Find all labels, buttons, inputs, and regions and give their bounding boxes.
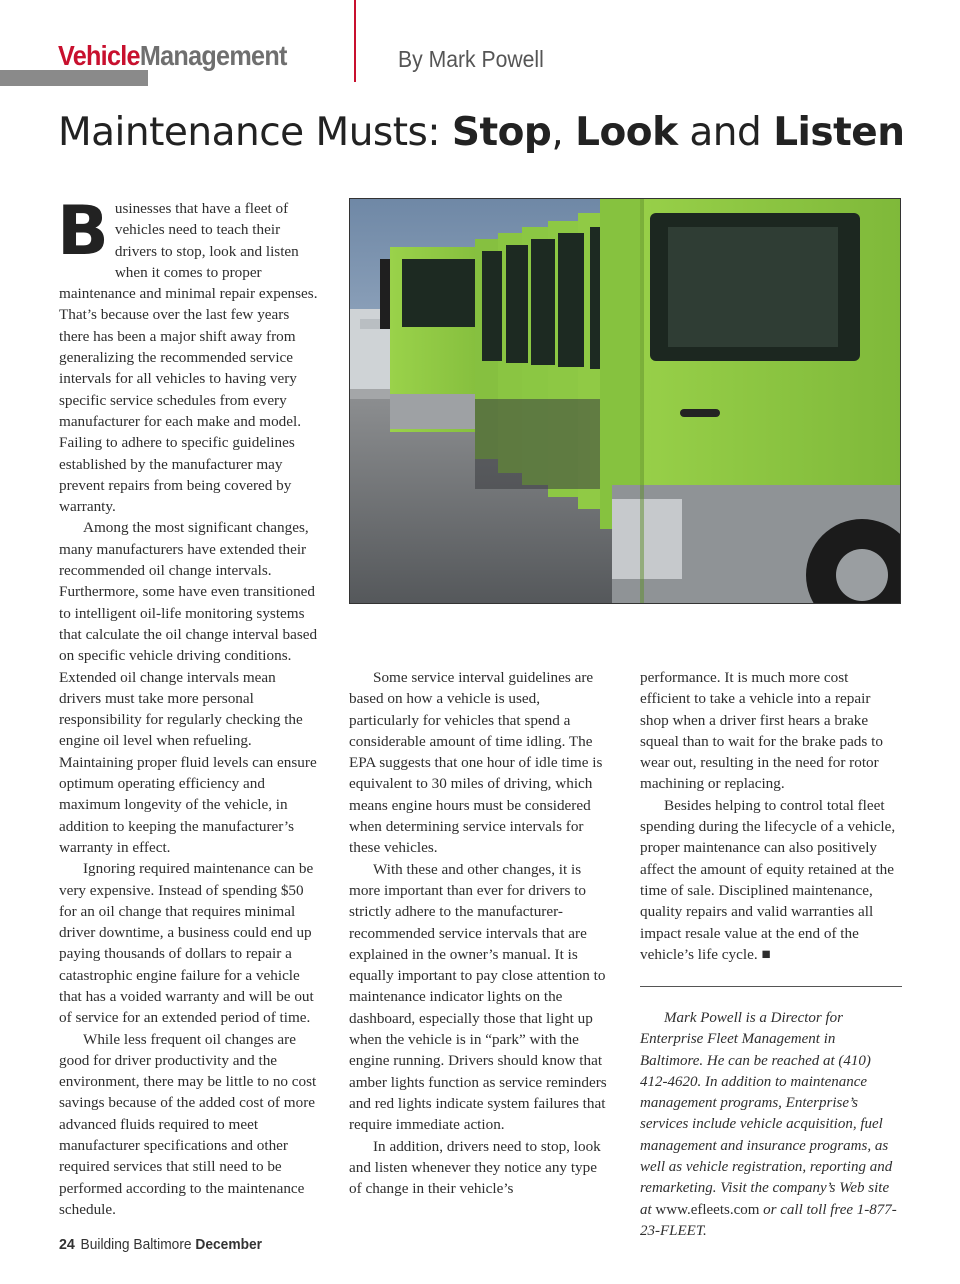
page-footer [59,1236,262,1253]
title-stop: Stop [451,110,552,155]
issue-month: December [195,1237,263,1253]
paragraph: Besides helping to control total fleet spending during the lifecycle of a vehicle, proper maintenance can also positively affect the amount of equity retained at the time of sale. Disciplined maintenance, quality repairs and valid warranties all impact resale value at the end of the vehicle’s life cycle. ■ [640,796,896,963]
title-listen: Listen [773,110,905,155]
paragraph: With these and other changes, it is more important than ever for drivers to strictly adhere to the manufacturer-recommended service intervals that are explained in the owner’s manual. It is equally important to pay close attention to maintenance indicator lights on the dashboard, especially those that light up when the vehicle is in “park” with the engine running. Drivers should know that amber lights function as service reminders and red lights indicate system failures that require immediate action. [349,860,607,1134]
title-part1: Maintenance Musts: [58,110,452,155]
article-column-2 [349,667,611,1199]
truck-fleet-photo [349,198,901,604]
paragraph: Some service interval guidelines are based on how a vehicle is used, particularly for vehicles that spend a considerable amount of time idling. The EPA suggests that one hour of idle time is equivalent to 30 miles of driving, which means engine hours must be considered when determining service intervals for these vehicles. [349,669,603,857]
bio-divider [640,986,902,987]
paragraph: In addition, drivers need to stop, look and listen whenever they notice any type of change in their vehicle’s [349,1137,601,1198]
drop-cap: B [57,192,109,271]
title-and: and [677,110,774,155]
title-look: Look [575,110,678,155]
paragraph: usinesses that have a fleet of vehicles need to teach their drivers to stop, look and listen when it comes to proper maintenance and minimal repair expenses. That’s because over the last few years there has been a major shift away from generalizing the recommended service intervals for all vehicles to having very specific service schedules from every manufacturer for each make and model. Failing to adhere to specific guidelines established by the manufacturer may prevent repairs from being covered by warranty. [59,200,318,516]
paragraph: While less frequent oil changes are good for driver productivity and the environment, there may be little to no cost savings because of the added cost of more advanced fluids required to meet manufacturer specifications and other required services that still need to be performed according to the maintenance schedule. [59,1030,317,1218]
publication-name: Building Baltimore [80,1237,192,1253]
page-number: 24 [59,1236,75,1253]
bio-url: www.efleets.com [655,1201,760,1218]
article-column-1 [57,192,321,1220]
section-label [58,40,287,72]
byline: By Mark Powell [398,46,544,72]
section-label-red: Vehicle [58,40,140,71]
paragraph: Ignoring required maintenance can be very expensive. Instead of spending $50 for an oil change that requires minimal driver downtime, a business could end up paying thousands of dollars to repair a catastrophic engine failure for a vehicle that has a voided warranty and will be out of service for an extended period of time. [59,860,314,1027]
paragraph: Among the most significant changes, many manufacturers have extended their recommended oil change intervals. Furthermore, some have even transitioned to intelligent oil-life monitoring systems that calculate the oil change interval based on specific vehicle driving conditions. Extended oil change intervals mean drivers must take more personal responsibility for regularly checking the engine oil level when refueling. Maintaining proper fluid levels can ensure optimum operating efficiency and maximum longevity of the vehicle, in addition to keeping the manufacturer’s warranty in effect. [59,519,318,856]
title-comma: , [551,110,576,155]
header-gray-bar [0,70,148,86]
paragraph: performance. It is much more cost efficient to take a vehicle into a repair shop when a driver first hears a brake squeal than to wait for the brake pads to wear out, resulting in the need for rotor machining or replacing. [640,669,883,793]
author-bio [640,1008,902,1242]
bio-text: Mark Powell is a Director for Enterprise Fleet Management in Baltimore. He can be reached at (410) 412-4620. In addition to maintenance management programs, Enterprise’s services include vehicle acquisition, fuel management and insurance programs, as well as vehicle registration, reporting and remarketing. Visit the company’s Web site at [640,1010,893,1218]
header-divider [354,0,356,82]
article-column-3 [640,667,902,965]
section-label-gray: Management [139,40,287,71]
bio-text-end: or call toll free 1-877-23-FLEET. [640,1201,897,1239]
article-title [58,110,904,155]
